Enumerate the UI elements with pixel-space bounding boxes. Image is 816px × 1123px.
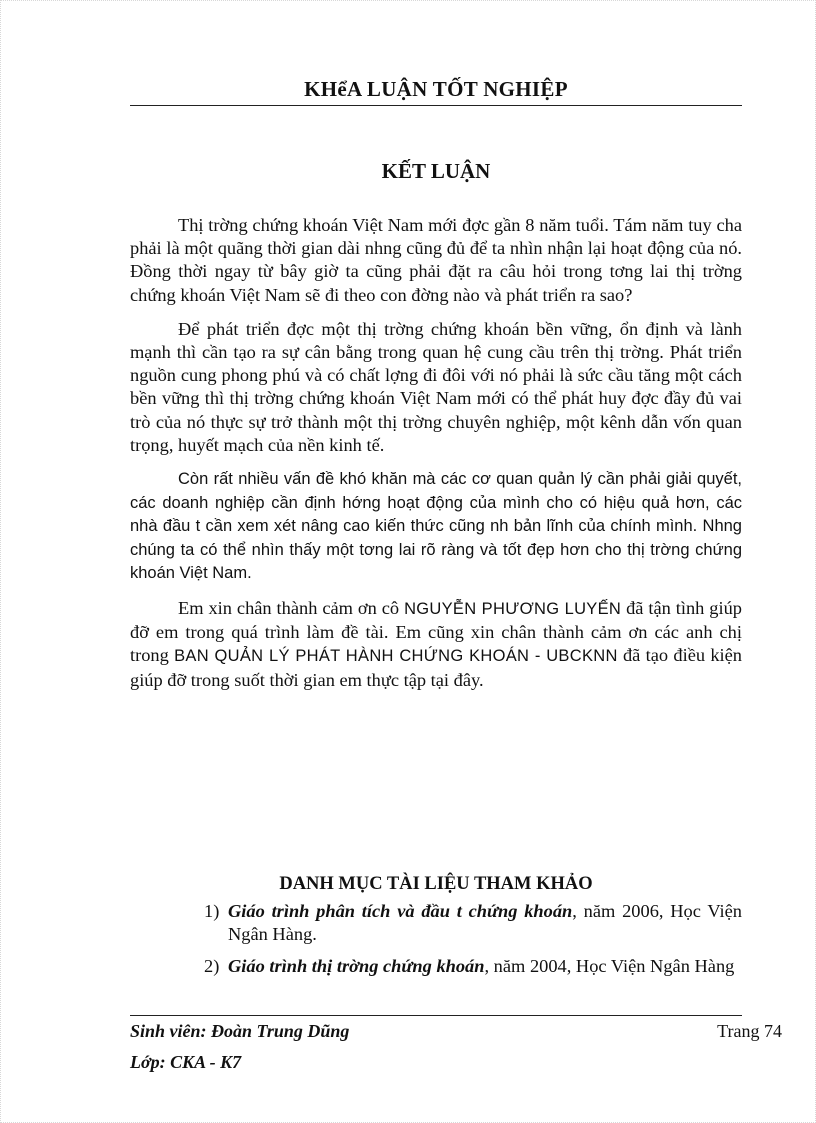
conclusion-paragraph-2: Để phát triển đợc một thị trờng chứng khoán bền vững, ổn định và lành mạnh thì cần tạo ra sự cân bằng trong quan hệ cung cầu trên thị trờng. Phát triển nguồn cung phong phú và có chất lợng đi đôi với nó phải là sức cầu tăng một cách bền vững thì thị trờng chứng khoán Việt Nam mới có thể phát huy đợc đầy đủ vai trò của nó thực sự trở thành một thị trờng chuyên nghiệp, một kênh dẫn vốn quan trọng, huyết mạch của nền kinh tế.: [130, 318, 742, 455]
footer-class: Lớp: CKA - K7: [130, 1052, 242, 1072]
header-title: KHểA LUẬN TỐT NGHIỆP: [304, 77, 568, 101]
header-rule: [130, 105, 742, 106]
agency-name: BAN QUẢN LÝ PHÁT HÀNH CHỨNG KHOÁN - UBCKNN: [174, 647, 618, 666]
thanks-text-3: đã tạo điều kiện giúp đỡ trong suốt thời gian em thực tập tại đây.: [130, 645, 742, 690]
footer-page-number: Trang 74: [717, 1021, 782, 1041]
footer-rule: [130, 1015, 742, 1016]
thanks-text-2: đã tận tình giúp đỡ em trong quá trình làm đề tài. Em cũng xin chân thành cảm ơn các anh chị trong: [130, 598, 742, 666]
conclusion-paragraph-1: Thị trờng chứng khoán Việt Nam mới đợc gần 8 năm tuổi. Tám năm tuy cha phải là một quãng thời gian dài nhng cũng đủ để ta nhìn nhận lại hoạt động của nó. Đồng thời ngay từ bây giờ ta cũng phải đặt ra câu hỏi trong tơng lai thị trờng chứng khoán Việt Nam sẽ đi theo con đờng nào và phát triển ra sao?: [130, 215, 742, 305]
reference-number: 1): [204, 901, 220, 921]
reference-item: [204, 955, 742, 978]
references-title: DANH MỤC TÀI LIỆU THAM KHẢO: [279, 874, 593, 894]
conclusion-body: [130, 214, 742, 703]
teacher-name: NGUYỄN PHƯƠNG LUYẾN: [404, 600, 622, 618]
conclusion-paragraph-3: Còn rất nhiều vấn đề khó khăn mà các cơ quan quản lý cần phải giải quyết, các doanh nghiệp cần định hớng hoạt động của mình cho có hiệu quả hơn, các nhà đầu t cần xem xét nâng cao kiến thức cũng nh bản lĩnh của chính mình. Nhng chúng ta có thể nhìn thấy một tơng lai rõ ràng và tốt đẹp hơn cho thị trờng chứng khoán Việt Nam.: [130, 470, 742, 583]
thanks-text-1: Em xin chân thành cảm ơn cô: [178, 598, 400, 618]
reference-title: Giáo trình thị trờng chứng khoán: [228, 956, 485, 976]
reference-details: , năm 2004, Học Viện Ngân Hàng: [484, 956, 735, 976]
reference-number: 2): [204, 956, 220, 976]
references-list: [204, 900, 742, 987]
conclusion-title: KẾT LUẬN: [381, 159, 491, 183]
reference-title: Giáo trình phân tích và đầu t chứng khoán: [228, 901, 573, 921]
reference-item: [204, 900, 742, 946]
footer-student: Sinh viên: Đoàn Trung Dũng: [130, 1021, 350, 1041]
reference-details: , năm 2006, Học Viện Ngân Hàng.: [228, 901, 742, 944]
thanks-paragraph: [130, 597, 742, 692]
